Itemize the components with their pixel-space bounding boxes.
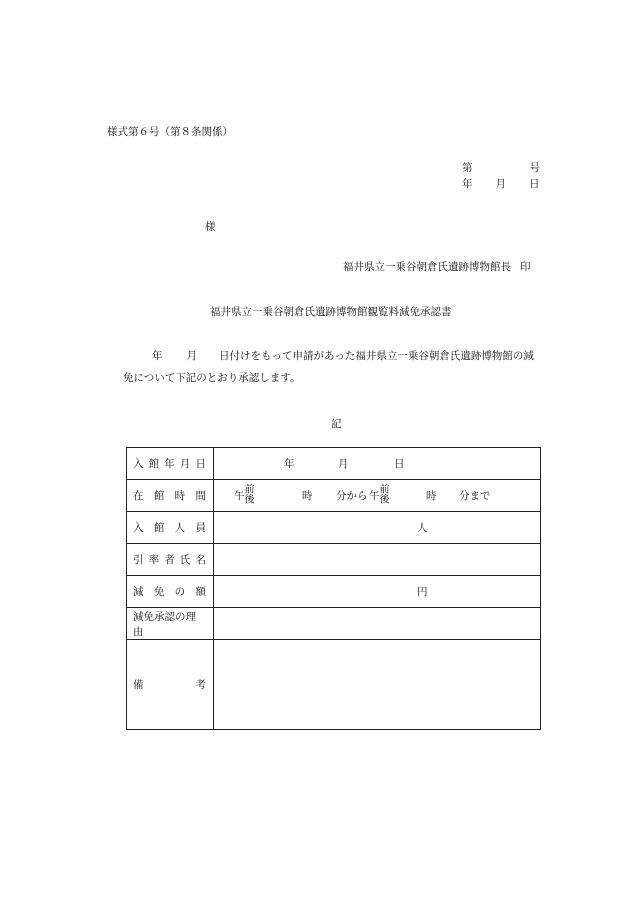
exemption-amount-field[interactable] [214,576,541,608]
document-title: 福井県立一乗谷朝倉氏遺跡博物館観覧料減免承認書 [210,306,452,318]
stay-start-hour: 時 [302,489,313,502]
form-number: 様式第６号（第８条関係） [107,126,233,138]
start-ampm-stack: 前 後 [244,484,255,506]
label-visit-date: 入 館 年 月 日 [133,458,206,470]
document-number-line [462,163,540,174]
label-leader-name: 引 率 者 氏 名 [133,554,206,566]
body-month: 月 [186,350,197,362]
visitors-field[interactable] [214,512,541,544]
row-exemption-amount [127,576,541,608]
visit-date-day: 日 [394,457,405,470]
row-reason [127,608,541,640]
leader-name-field[interactable] [214,544,541,576]
stay-end-ampm: 午前 後 [369,484,390,506]
document-number-dai: 第 [462,162,473,174]
exemption-details-table [126,447,541,730]
document-date-day: 日 [529,178,540,190]
recipient-honorific: 様 [205,221,216,233]
body-line-1-text: 日付けをもって申請があった福井県立一乗谷朝倉氏遺跡博物館の減 [219,350,534,362]
visit-date-field[interactable] [214,448,541,480]
reason-field[interactable] [214,608,541,640]
exemption-amount-unit: 円 [417,585,428,598]
seal-mark: 印 [520,261,531,273]
row-remarks [127,640,541,730]
stay-start-from: 分から [336,489,368,502]
row-leader-name [127,544,541,576]
body-line-2: 免について下記のとおり承認します。 [123,372,301,384]
visit-date-month: 月 [338,457,349,470]
body-line-1 [152,351,534,362]
visitors-unit: 人 [417,521,428,534]
row-visit-date [127,448,541,480]
stay-end-hour: 時 [426,489,437,502]
sender-line [343,262,531,273]
document-date-year: 年 [462,178,473,190]
stay-time-field[interactable] [214,480,541,512]
body-year: 年 [152,350,163,362]
label-stay-time: 在 館 時 間 [133,490,206,502]
document-date-line [462,179,540,190]
sender-title: 福井県立一乗谷朝倉氏遺跡博物館長 [343,261,511,273]
ki-heading: 記 [331,418,342,430]
document-date-month: 月 [495,178,506,190]
label-remarks: 備 考 [133,679,206,691]
label-visitors: 入 館 人 員 [133,522,206,534]
label-reason: 減免承認の理由 [133,610,196,638]
visit-date-year: 年 [284,457,295,470]
document-number-go: 号 [529,162,540,174]
stay-start-ampm: 午前 後 [234,484,255,506]
row-stay-time [127,480,541,512]
label-exemption-amount: 減 免 の 額 [133,586,206,598]
end-ampm-stack: 前 後 [379,484,390,506]
stay-end-until: 分まで [459,489,491,502]
row-visitors [127,512,541,544]
remarks-field[interactable] [214,640,541,730]
